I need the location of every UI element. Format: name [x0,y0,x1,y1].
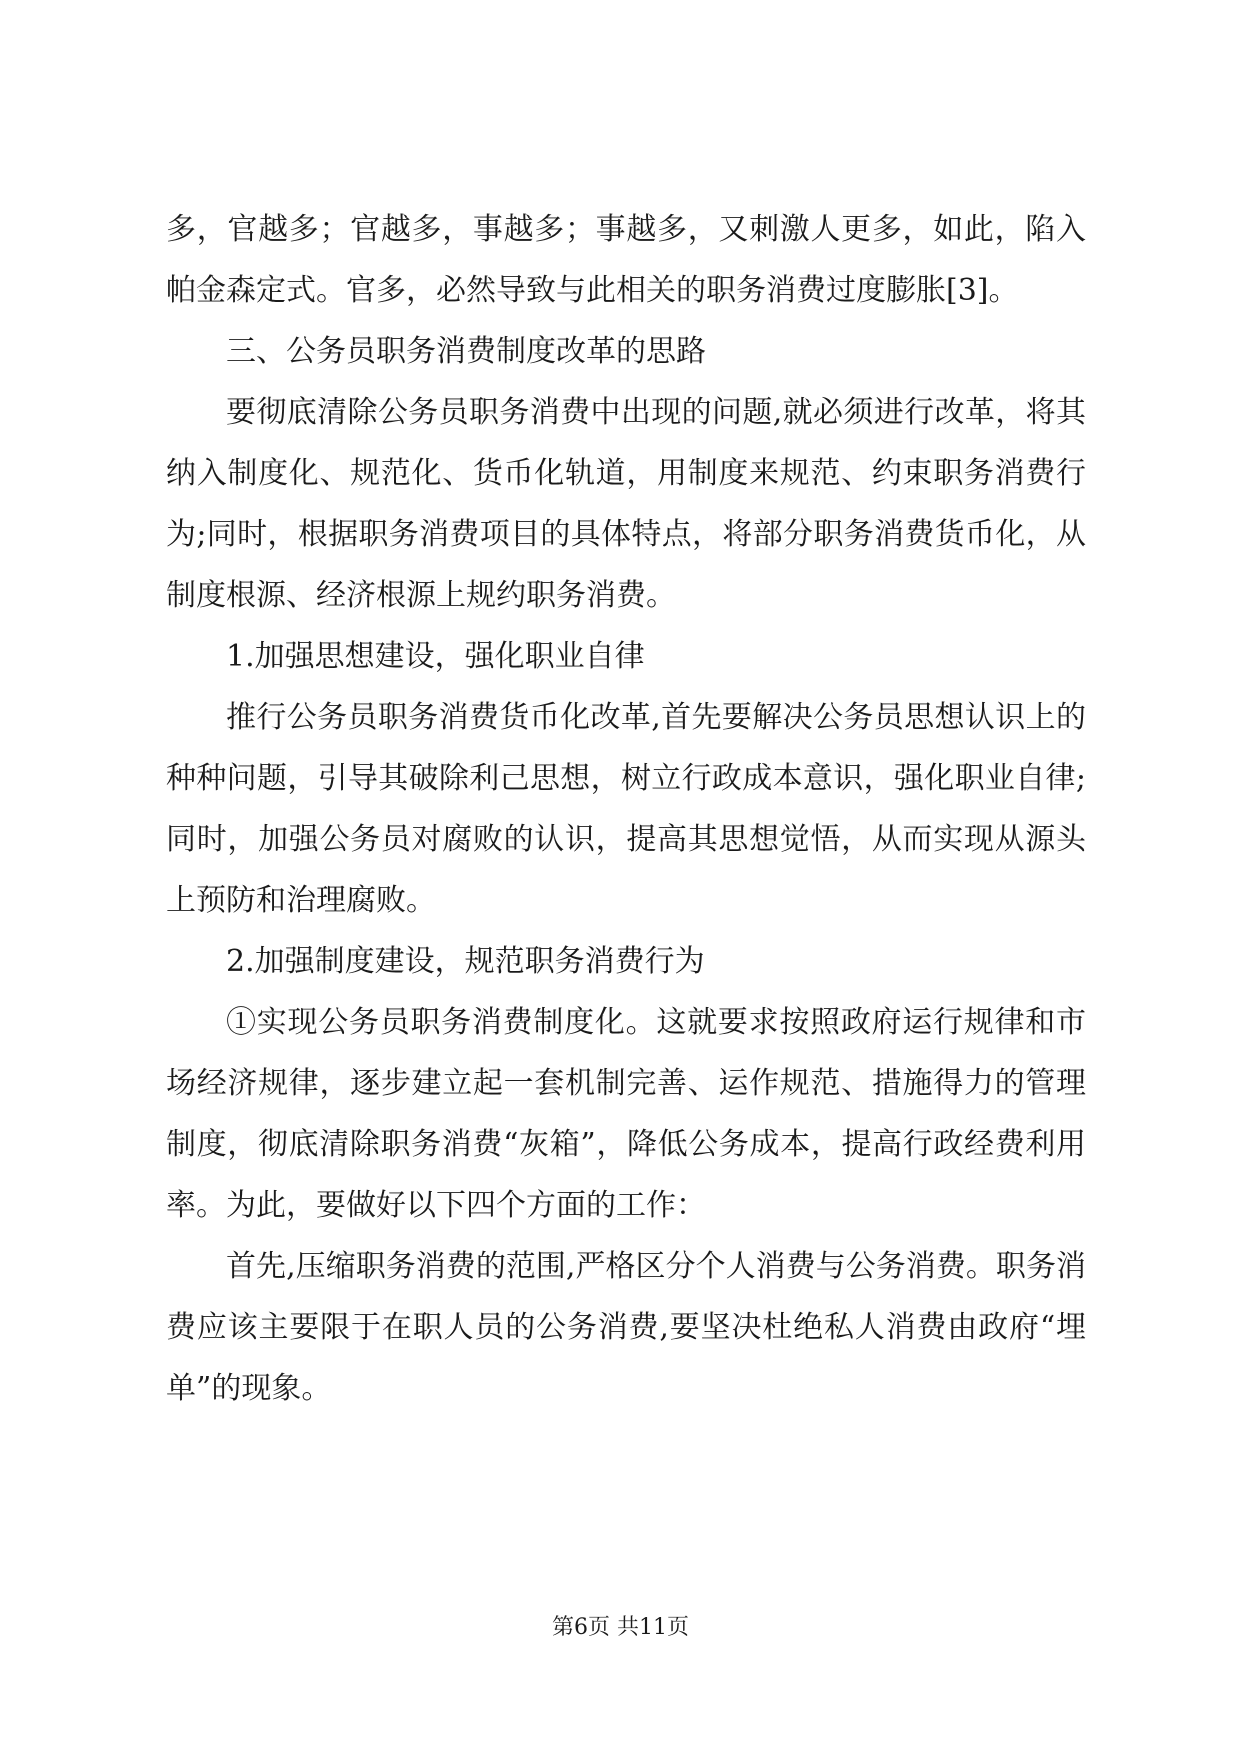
body-paragraph: 多，官越多；官越多，事越多；事越多，又刺激人更多，如此，陷入帕金森定式。官多，必然导致与此相关的职务消费过度膨胀[3]。 [166,212,1086,308]
document-body [166,199,1086,1419]
body-paragraph: 推行公务员职务消费货币化改革,首先要解决公务员思想认识上的种种问题，引导其破除利己思想，树立行政成本意识，强化职业自律;同时，加强公务员对腐败的认识，提高其思想觉悟，从而实现从源头上预防和治理腐败。 [166,700,1086,918]
section-heading: 三、公务员职务消费制度改革的思路 [226,334,706,369]
body-paragraph: 首先,压缩职务消费的范围,严格区分个人消费与公务消费。职务消费应该主要限于在职人员的公务消费,要坚决杜绝私人消费由政府“埋单”的现象。 [166,1249,1086,1406]
body-paragraph: 要彻底清除公务员职务消费中出现的问题,就必须进行改革，将其纳入制度化、规范化、货币化轨道，用制度来规范、约束职务消费行为;同时，根据职务消费项目的具体特点，将部分职务消费货币化，从制度根源、经济根源上规约职务消费。 [166,395,1086,613]
page-number-footer: 第6页 共11页 [552,1615,689,1640]
subsection-heading: 1.加强思想建设，强化职业自律 [226,639,645,674]
body-paragraph: ①实现公务员职务消费制度化。这就要求按照政府运行规律和市场经济规律，逐步建立起一套机制完善、运作规范、措施得力的管理制度，彻底清除职务消费“灰箱”，降低公务成本，提高行政经费利用率。为此，要做好以下四个方面的工作： [166,1005,1086,1223]
subsection-heading: 2.加强制度建设，规范职务消费行为 [226,944,705,979]
